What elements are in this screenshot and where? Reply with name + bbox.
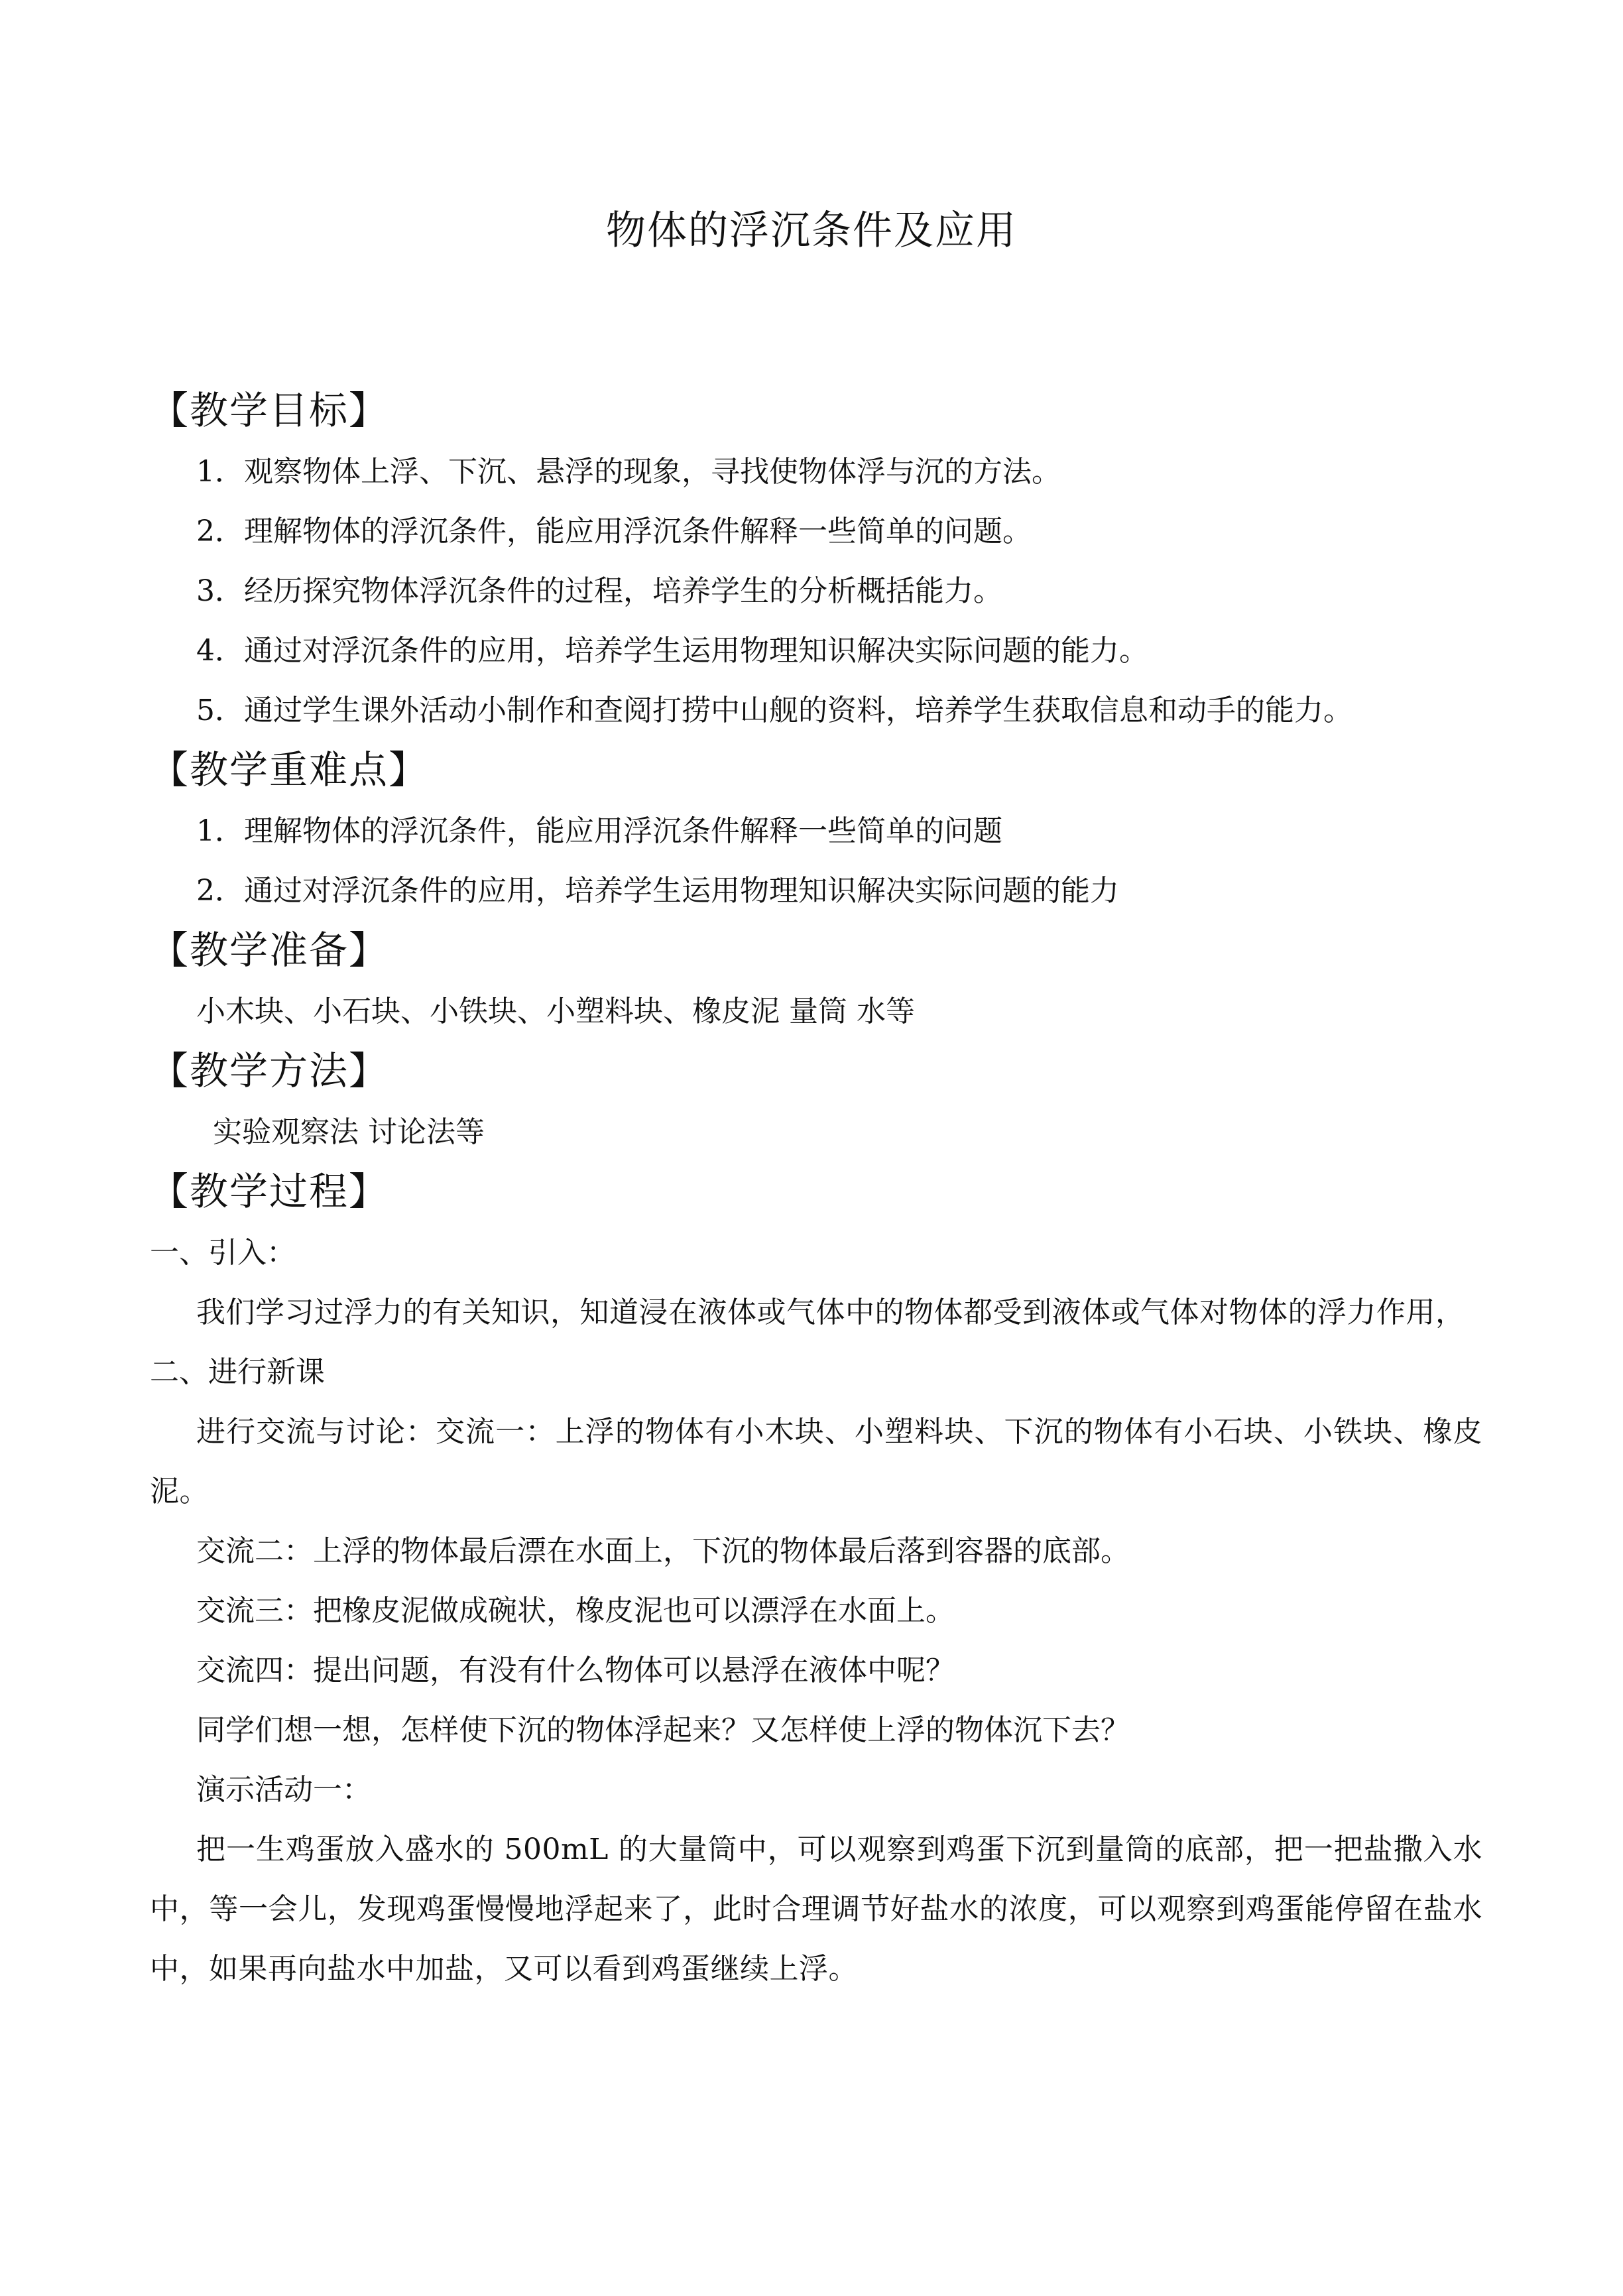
process-heading: 【教学过程】 — [150, 1169, 389, 1214]
objective-item-4: 4．通过对浮沉条件的应用，培养学生运用物理知识解决实际问题的能力。 — [196, 634, 1148, 668]
document-body — [150, 381, 1482, 1999]
exchange-three-line: 交流三：把橡皮泥做成碗状，橡皮泥也可以漂浮在水面上。 — [196, 1594, 955, 1628]
intro-section-title: 一、引入： — [150, 1236, 296, 1270]
page-title: 物体的浮沉条件及应用 — [606, 208, 1017, 254]
preparation-heading: 【教学准备】 — [150, 928, 389, 973]
key-point-item-1: 1．理解物体的浮沉条件，能应用浮沉条件解释一些简单的问题 — [196, 814, 1002, 848]
exchange-four-line: 交流四：提出问题，有没有什么物体可以悬浮在液体中呢？ — [196, 1654, 955, 1687]
objective-item-5: 5．通过学生课外活动小制作和查阅打捞中山舰的资料，培养学生获取信息和动手的能力。 — [196, 694, 1352, 727]
intro-paragraph: 我们学习过浮力的有关知识，知道浸在液体或气体中的物体都受到液体或气体对物体的浮力作用， — [196, 1296, 1465, 1329]
question-line: 同学们想一想，怎样使下沉的物体浮起来？又怎样使上浮的物体沉下去？ — [196, 1713, 1130, 1747]
objective-item-2: 2．理解物体的浮沉条件，能应用浮沉条件解释一些简单的问题。 — [196, 514, 1032, 548]
objective-item-1: 1．观察物体上浮、下沉、悬浮的现象，寻找使物体浮与沉的方法。 — [196, 455, 1061, 489]
key-points-heading: 【教学重难点】 — [150, 747, 429, 792]
exchange-two-line: 交流二：上浮的物体最后漂在水面上，下沉的物体最后落到容器的底部。 — [196, 1534, 1130, 1568]
method-heading: 【教学方法】 — [150, 1048, 389, 1093]
preparation-text: 小木块、小石块、小铁块、小塑料块、橡皮泥 量筒 水等 — [196, 995, 915, 1028]
method-text: 实验观察法 讨论法等 — [213, 1115, 485, 1149]
objectives-heading: 【教学目标】 — [150, 388, 389, 433]
key-point-item-2: 2．通过对浮沉条件的应用，培养学生运用物理知识解决实际问题的能力 — [196, 874, 1119, 908]
demo-title: 演示活动一： — [196, 1773, 371, 1807]
objective-item-3: 3．经历探究物体浮沉条件的过程，培养学生的分析概括能力。 — [196, 574, 1002, 608]
new-lesson-section-title: 二、进行新课 — [150, 1355, 325, 1389]
demo-paragraph: 把一生鸡蛋放入盛水的 500mL 的大量筒中，可以观察到鸡蛋下沉到量筒的底部，把一把盐撒入水中，等一会儿，发现鸡蛋慢慢地浮起来了，此时合理调节好盐水的浓度，可以观察到鸡蛋能停留在盐水中，如果再向盐水中加盐，又可以看到鸡蛋继续上浮。 — [150, 1833, 1482, 1986]
exchange-one-paragraph: 进行交流与讨论：交流一：上浮的物体有小木块、小塑料块、下沉的物体有小石块、小铁块、橡皮泥。 — [150, 1415, 1482, 1508]
